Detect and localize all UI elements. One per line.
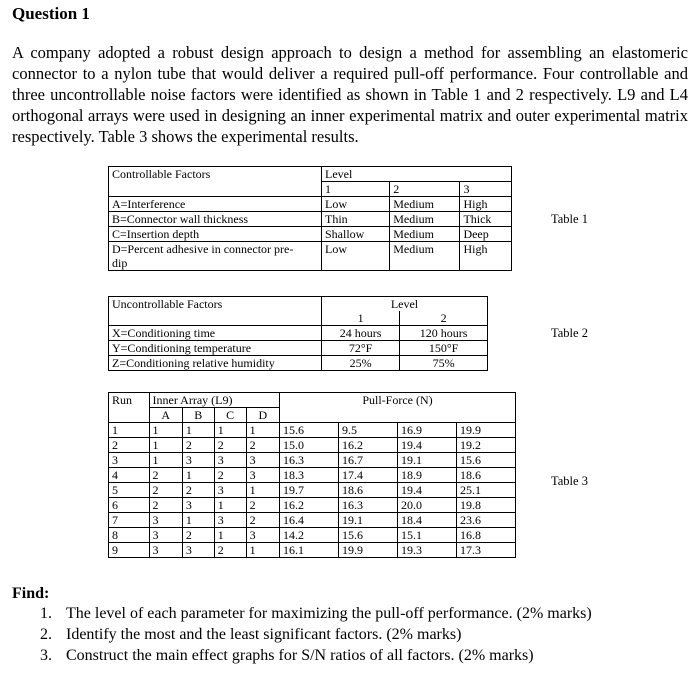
run-cell: 9	[109, 543, 150, 558]
table-row	[109, 356, 488, 371]
pull-force-cell: 19.4	[398, 438, 457, 453]
find-item	[40, 603, 592, 624]
find-item-text: The level of each parameter for maximizing the pull-off performance. (2% marks)	[66, 605, 592, 622]
table-row	[109, 513, 516, 528]
level-cell: 24 hours	[322, 326, 400, 341]
table-row	[109, 197, 512, 212]
factor-c-cell: 1	[214, 498, 246, 513]
factor-cell: B=Connector wall thickness	[109, 212, 322, 227]
factor-col-d: D	[246, 408, 279, 423]
pull-force-cell: 15.1	[398, 528, 457, 543]
factor-b-cell: 1	[182, 423, 214, 438]
factor-a-cell: 2	[149, 483, 182, 498]
factor-c-cell: 3	[214, 453, 246, 468]
experimental-results-table	[108, 392, 516, 558]
factor-b-cell: 1	[182, 468, 214, 483]
find-list	[40, 603, 592, 666]
factor-b-cell: 3	[182, 543, 214, 558]
find-item-number: 2.	[40, 626, 52, 643]
question-title: Question 1	[12, 4, 90, 23]
pull-force-cell: 20.0	[398, 498, 457, 513]
controllable-factors-table	[108, 166, 512, 271]
run-cell: 2	[109, 438, 150, 453]
table2-level-1: 1	[322, 311, 400, 326]
find-item	[40, 624, 592, 645]
factor-d-cell: 2	[246, 513, 279, 528]
factor-d-cell: 3	[246, 468, 279, 483]
table2-header-factors: Uncontrollable Factors	[109, 297, 322, 326]
table-row	[109, 453, 516, 468]
pull-force-cell: 19.2	[457, 438, 516, 453]
level-cell: 150°F	[400, 341, 488, 356]
pull-force-cell: 18.3	[280, 468, 339, 483]
find-title: Find:	[12, 585, 50, 602]
level-cell: Thick	[460, 212, 512, 227]
table-row	[109, 242, 512, 271]
run-cell: 3	[109, 453, 150, 468]
pull-force-cell: 16.2	[339, 438, 398, 453]
factor-a-cell: 3	[149, 528, 182, 543]
table2-caption: Table 2	[551, 326, 588, 340]
factor-d-cell: 1	[246, 543, 279, 558]
factor-d-cell: 1	[246, 483, 279, 498]
factor-d-cell: 2	[246, 498, 279, 513]
factor-c-cell: 1	[214, 423, 246, 438]
pull-force-cell: 16.4	[280, 513, 339, 528]
table3-header-inner: Inner Array (L9)	[149, 393, 279, 408]
table1-header-factors: Controllable Factors	[109, 167, 322, 197]
factor-c-cell: 3	[214, 513, 246, 528]
pull-force-cell: 19.9	[457, 423, 516, 438]
run-cell: 6	[109, 498, 150, 513]
table1-level-1: 1	[322, 182, 390, 197]
pull-force-cell: 23.6	[457, 513, 516, 528]
pull-force-cell: 16.8	[457, 528, 516, 543]
factor-a-cell: 2	[149, 498, 182, 513]
factor-a-cell: 1	[149, 438, 182, 453]
level-cell: Medium	[390, 212, 460, 227]
factor-col-c: C	[214, 408, 246, 423]
level-cell: Medium	[390, 197, 460, 212]
level-cell: Medium	[390, 242, 460, 271]
find-item-number: 3.	[40, 647, 52, 664]
pull-force-cell: 16.1	[280, 543, 339, 558]
factor-cell: Y=Conditioning temperature	[109, 341, 322, 356]
factor-cell: Z=Conditioning relative humidity	[109, 356, 322, 371]
level-cell: High	[460, 242, 512, 271]
factor-b-cell: 3	[182, 498, 214, 513]
pull-force-cell: 19.1	[339, 513, 398, 528]
run-cell: 8	[109, 528, 150, 543]
factor-col-b: B	[182, 408, 214, 423]
pull-force-cell: 18.4	[398, 513, 457, 528]
table3-header-blank	[109, 408, 150, 423]
factor-b-cell: 1	[182, 513, 214, 528]
table-row	[109, 543, 516, 558]
level-cell: Thin	[322, 212, 390, 227]
table1-level-2: 2	[390, 182, 460, 197]
table1-caption: Table 1	[551, 212, 588, 226]
table-row	[109, 212, 512, 227]
pull-force-cell: 18.6	[457, 468, 516, 483]
factor-col-a: A	[149, 408, 182, 423]
level-cell: Low	[322, 197, 390, 212]
pull-force-cell: 18.9	[398, 468, 457, 483]
factor-a-cell: 3	[149, 543, 182, 558]
level-cell: 25%	[322, 356, 400, 371]
pull-force-cell: 18.6	[339, 483, 398, 498]
factor-cell: C=Insertion depth	[109, 227, 322, 242]
factor-c-cell: 3	[214, 483, 246, 498]
table-row	[109, 483, 516, 498]
find-item	[40, 645, 592, 666]
factor-c-cell: 2	[214, 438, 246, 453]
factor-a-cell: 2	[149, 468, 182, 483]
pull-force-cell: 16.3	[339, 498, 398, 513]
table3-header-pull-blank	[280, 408, 516, 423]
pull-force-cell: 16.9	[398, 423, 457, 438]
factor-cell: A=Interference	[109, 197, 322, 212]
factor-c-cell: 2	[214, 468, 246, 483]
uncontrollable-factors-table	[108, 296, 488, 371]
factor-d-cell: 2	[246, 438, 279, 453]
table-row	[109, 326, 488, 341]
factor-b-cell: 2	[182, 528, 214, 543]
find-item-number: 1.	[40, 605, 52, 622]
factor-d-cell: 3	[246, 453, 279, 468]
table1-header-level: Level	[322, 167, 512, 182]
problem-statement: A company adopted a robust design approach to design a method for assembling an elastomeric connector to a nylon tube that would deliver a required pull-off performance. Four controllable and three uncontrollable noise factors were identified as shown in Table 1 and 2 respectively. L9 and L4 orthogonal arrays were used in designing an inner experimental matrix and outer experimental matrix respectively. Table 3 shows the experimental results.	[12, 43, 688, 146]
find-item-text: Identify the most and the least significant factors. (2% marks)	[66, 626, 462, 643]
level-cell: Low	[322, 242, 390, 271]
pull-force-cell: 9.5	[339, 423, 398, 438]
factor-b-cell: 3	[182, 453, 214, 468]
pull-force-cell: 17.3	[457, 543, 516, 558]
run-cell: 1	[109, 423, 150, 438]
pull-force-cell: 16.2	[280, 498, 339, 513]
table3-header-pull: Pull-Force (N)	[280, 393, 516, 408]
pull-force-cell: 15.0	[280, 438, 339, 453]
run-cell: 7	[109, 513, 150, 528]
pull-force-cell: 15.6	[457, 453, 516, 468]
table-row	[109, 423, 516, 438]
pull-force-cell: 25.1	[457, 483, 516, 498]
factor-d-cell: 3	[246, 528, 279, 543]
run-cell: 5	[109, 483, 150, 498]
pull-force-cell: 14.2	[280, 528, 339, 543]
level-cell: Deep	[460, 227, 512, 242]
pull-force-cell: 19.1	[398, 453, 457, 468]
table-row	[109, 438, 516, 453]
level-cell: 72°F	[322, 341, 400, 356]
table-row	[109, 227, 512, 242]
pull-force-cell: 16.3	[280, 453, 339, 468]
factor-cell	[109, 242, 322, 271]
pull-force-cell: 19.7	[280, 483, 339, 498]
table3-caption: Table 3	[551, 474, 588, 488]
table2-header-level: Level	[322, 297, 488, 312]
factor-b-cell: 2	[182, 483, 214, 498]
level-cell: Medium	[390, 227, 460, 242]
pull-force-cell: 15.6	[339, 528, 398, 543]
level-cell: High	[460, 197, 512, 212]
table-row	[109, 528, 516, 543]
factor-d-cell: 1	[246, 423, 279, 438]
pull-force-cell: 19.9	[339, 543, 398, 558]
pull-force-cell: 17.4	[339, 468, 398, 483]
factor-a-cell: 1	[149, 453, 182, 468]
pull-force-cell: 19.4	[398, 483, 457, 498]
factor-c-cell: 2	[214, 543, 246, 558]
factor-cell: X=Conditioning time	[109, 326, 322, 341]
pull-force-cell: 19.3	[398, 543, 457, 558]
table-row	[109, 341, 488, 356]
run-cell: 4	[109, 468, 150, 483]
table2-level-2: 2	[400, 311, 488, 326]
level-cell: Shallow	[322, 227, 390, 242]
level-cell: 75%	[400, 356, 488, 371]
pull-force-cell: 16.7	[339, 453, 398, 468]
pull-force-cell: 15.6	[280, 423, 339, 438]
table3-header-run: Run	[109, 393, 150, 408]
factor-text-cont: dip	[112, 256, 128, 270]
factor-text: D=Percent adhesive in connector pre-	[112, 242, 294, 256]
table-row	[109, 468, 516, 483]
factor-a-cell: 1	[149, 423, 182, 438]
level-cell: 120 hours	[400, 326, 488, 341]
find-item-text: Construct the main effect graphs for S/N ratios of all factors. (2% marks)	[66, 647, 534, 664]
table1-level-3: 3	[460, 182, 512, 197]
factor-c-cell: 1	[214, 528, 246, 543]
pull-force-cell: 19.8	[457, 498, 516, 513]
factor-b-cell: 2	[182, 438, 214, 453]
table-row	[109, 498, 516, 513]
factor-a-cell: 3	[149, 513, 182, 528]
